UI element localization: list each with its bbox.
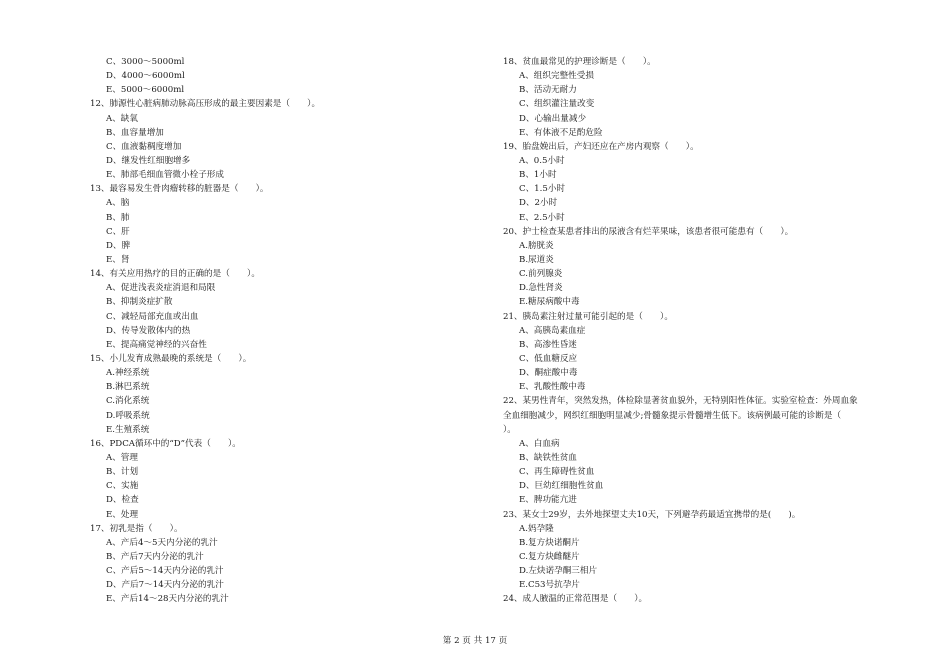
answer-option: C、肝 (106, 226, 130, 237)
answer-option: B、活动无耐力 (519, 85, 577, 96)
answer-option: E、5000～6000ml (106, 85, 185, 96)
answer-option: A、脑 (106, 198, 130, 209)
answer-option: D.呼吸系统 (106, 410, 150, 421)
answer-option: A、组织完整性受损 (519, 71, 594, 82)
question-text: 19、胎盘娩出后，产妇还应在产房内观察（ ）。 (503, 141, 699, 152)
answer-option: B、计划 (106, 467, 139, 478)
answer-option: A.妈孕隆 (519, 523, 554, 534)
answer-option: B.复方炔诺酮片 (519, 537, 580, 548)
question-text: 17、初乳是指（ ）。 (90, 523, 183, 534)
question-text: 13、最容易发生骨肉瘤转移的脏器是（ ）。 (90, 184, 269, 195)
answer-option: A.膀胱炎 (519, 240, 554, 251)
answer-option: C、1.5小时 (519, 184, 566, 195)
answer-option: D、2小时 (519, 198, 558, 209)
answer-option: E、肾 (106, 254, 130, 265)
right-column (503, 55, 923, 606)
question-text: 21、胰岛素注射过量可能引起的是（ ）。 (503, 311, 673, 322)
answer-option: A.神经系统 (106, 368, 150, 379)
answer-option: B、缺铁性贫血 (519, 452, 577, 463)
answer-option: C、产后5～14天内分泌的乳汁 (106, 566, 224, 577)
answer-option: A、管理 (106, 452, 138, 463)
answer-option: B、血容量增加 (106, 127, 164, 138)
answer-option: D、酮症酸中毒 (519, 368, 578, 379)
question-text: 14、有关应用热疗的目的正确的是（ ）。 (90, 269, 260, 280)
page-footer: 第 2 页 共 17 页 (442, 636, 508, 646)
answer-option: C.消化系统 (106, 396, 150, 407)
answer-option: C.前列腺炎 (519, 269, 563, 280)
answer-option: D.左炔诺孕酮三相片 (519, 566, 598, 577)
answer-option: A、缺氧 (106, 113, 138, 124)
question-text: 18、贫血最常见的护理诊断是（ ）。 (503, 57, 656, 67)
answer-option: B.淋巴系统 (106, 382, 150, 393)
question-text: 24、成人腋温的正常范围是（ ）。 (503, 594, 648, 605)
answer-option: D、检查 (106, 495, 139, 506)
answer-option: C、减轻局部充血或出血 (106, 311, 199, 322)
answer-option: E.生殖系统 (106, 424, 150, 435)
answer-option: E、乳酸性酸中毒 (519, 382, 586, 393)
answer-option: C、组织灌注量改变 (519, 99, 595, 110)
answer-option: A、白血病 (519, 438, 560, 449)
question-text: 20、护士检查某患者排出的尿液含有烂苹果味，该患者很可能患有（ ）。 (503, 226, 794, 237)
question-text: ）。 (503, 424, 516, 435)
answer-option: E、有体液不足酌危险 (519, 127, 603, 138)
answer-option: E、脾功能亢进 (519, 495, 577, 506)
answer-option: C、实施 (106, 481, 139, 492)
answer-option: D、继发性红细胞增多 (106, 155, 191, 166)
answer-option: A、产后4～5天内分泌的乳汁 (106, 537, 218, 548)
answer-option: D.急性肾炎 (519, 283, 563, 294)
answer-option: E.糖尿病酸中毒 (519, 297, 580, 308)
answer-option: B.尿道炎 (519, 254, 554, 265)
answer-option: B、肺 (106, 212, 130, 223)
answer-option: E、2.5小时 (519, 212, 565, 223)
answer-option: A、0.5小时 (519, 155, 565, 166)
answer-option: D、心输出量减少 (519, 113, 587, 124)
answer-option: A、促进浅表炎症消退和局限 (106, 283, 216, 294)
answer-option: B、产后7天内分泌的乳汁 (106, 551, 204, 562)
question-text: 16、PDCA循环中的“D”代表（ ）。 (90, 438, 241, 449)
question-text: 23、某女士29岁，去外地探望丈夫10天，下列避孕药最适宜携带的是( )。 (503, 509, 801, 520)
answer-option: D、4000～6000ml (106, 71, 185, 82)
answer-option: E、肺部毛细血管微小栓子形成 (106, 170, 224, 181)
answer-option: A、高胰岛素血症 (519, 325, 586, 336)
answer-option: D、产后7～14天内分泌的乳汁 (106, 580, 224, 591)
answer-option: C、低血糖反应 (519, 353, 578, 364)
question-text: 22、某男性青年，突然发热，体检除显著贫血貌外，无特别阳性体征。实验室检查：外周血象 (503, 396, 858, 407)
answer-option: E、提高痛觉神经的兴奋性 (106, 339, 207, 350)
answer-option: B、抑制炎症扩散 (106, 297, 173, 308)
answer-option: E、处理 (106, 509, 139, 520)
answer-option: D、传导发散体内的热 (106, 325, 191, 336)
answer-option: C、血液黏稠度增加 (106, 141, 182, 152)
answer-option: C.复方炔雌醚片 (519, 551, 580, 562)
answer-option: D、脾 (106, 240, 131, 251)
question-text: 12、肺源性心脏病肺动脉高压形成的最主要因素是（ ）。 (90, 99, 321, 110)
left-column (90, 55, 470, 606)
answer-option: C、再生障碍性贫血 (519, 467, 595, 478)
answer-option: E.C53号抗孕片 (519, 580, 580, 591)
answer-option: B、高渗性昏迷 (519, 339, 577, 350)
answer-option: D、巨幼红细胞性贫血 (519, 481, 604, 492)
question-text: 15、小儿发育成熟最晚的系统是（ ）。 (90, 353, 252, 364)
answer-option: C、3000～5000ml (106, 57, 185, 67)
answer-option: B、1小时 (519, 170, 557, 181)
answer-option: E、产后14～28天内分泌的乳汁 (106, 594, 229, 605)
question-text: 全血细胞减少，网织红细胞明显减少;骨髓象提示骨髓增生低下。该病例最可能的诊断是（ (503, 410, 842, 421)
